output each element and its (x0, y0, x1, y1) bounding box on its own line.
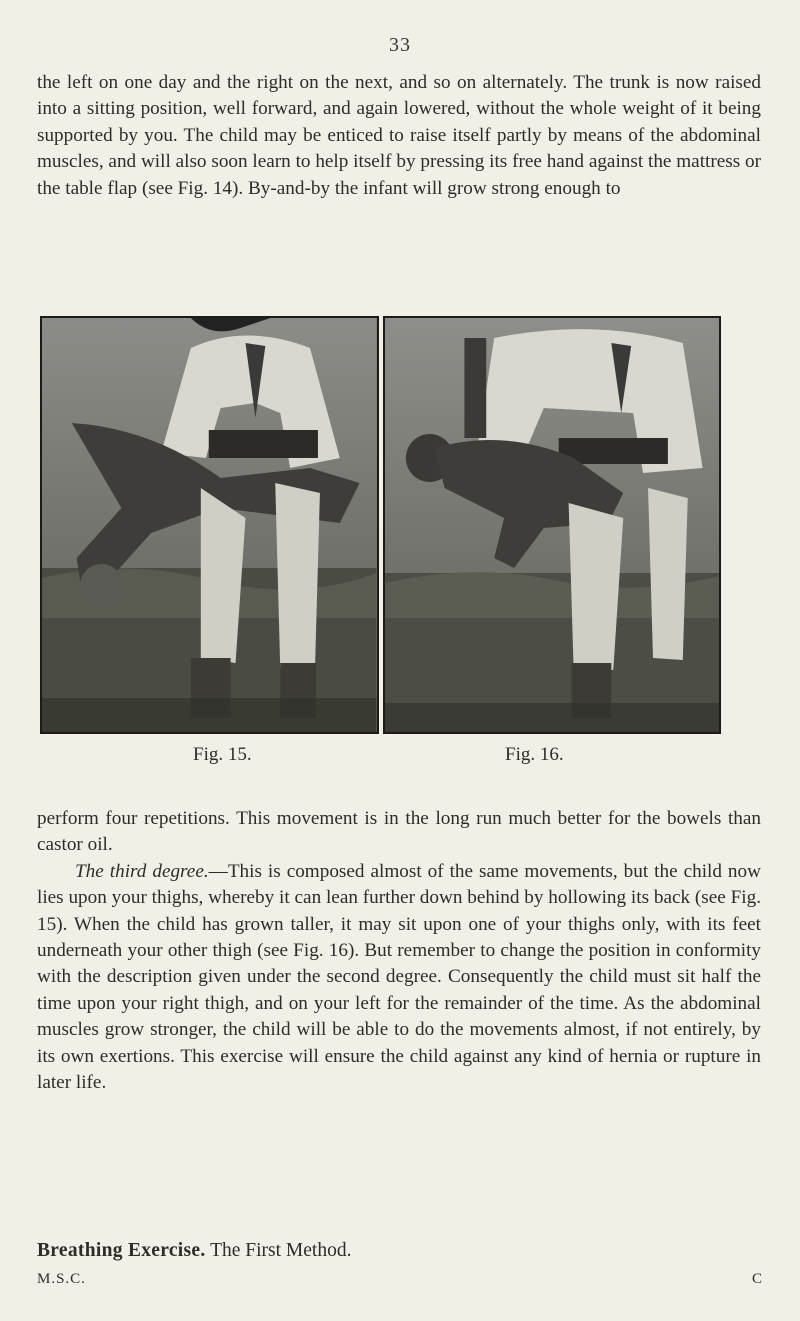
figure-16-caption: Fig. 16. (505, 744, 564, 765)
section-heading-bold: Breathing Exercise. (37, 1240, 206, 1261)
figure-16-photo (383, 316, 722, 734)
figure-15-illustration (42, 318, 377, 732)
figure-16-illustration (385, 318, 720, 732)
page-number: 33 (389, 34, 411, 56)
bottom-paragraph-1: perform four repetitions. This movement is in the long run much better for the bowels than castor oil. (37, 808, 761, 856)
figure-15-photo (40, 316, 379, 734)
signature-mark: M.S.C. (37, 1271, 86, 1287)
third-degree-heading: The third degree. (75, 860, 209, 882)
section-heading-rest: The First Method. (210, 1240, 352, 1261)
third-degree-body: —This is composed almost of the same movements, but the child now lies upon your thighs, whereby it can lean further down behind by hollowing its back (see Fig. 15). When the child has grown taller, it may sit upon one of your thighs only, with its feet underneath your other thigh (see Fig. 16). But remember to change the position in conformity with the description given under the second degree. Consequently the child must sit half the time upon your right thigh, and on your left for the remainder of the time. As the abdominal muscles grow stronger, the child will be able to do the movements almost, if not entirely, by its own exertions. This exercise will ensure the child against any kind of hernia or rupture in later life. (37, 860, 761, 1094)
section-heading (37, 1240, 351, 1262)
bottom-text (37, 806, 761, 1096)
figure-15-caption: Fig. 15. (193, 744, 252, 765)
top-paragraph: the left on one day and the right on the next, and so on alternately. The trunk is now raised into a sitting position, well forward, and again lowered, without the whole weight of it being supported by you. The child may be enticed to raise itself partly by means of the abdominal muscles, and will also soon learn to help itself by pressing its free hand against the mattress or the table flap (see Fig. 14). By-and-by the infant will grow strong enough to (37, 72, 761, 199)
gathering-letter: C (752, 1271, 763, 1287)
figure-row (40, 316, 721, 734)
